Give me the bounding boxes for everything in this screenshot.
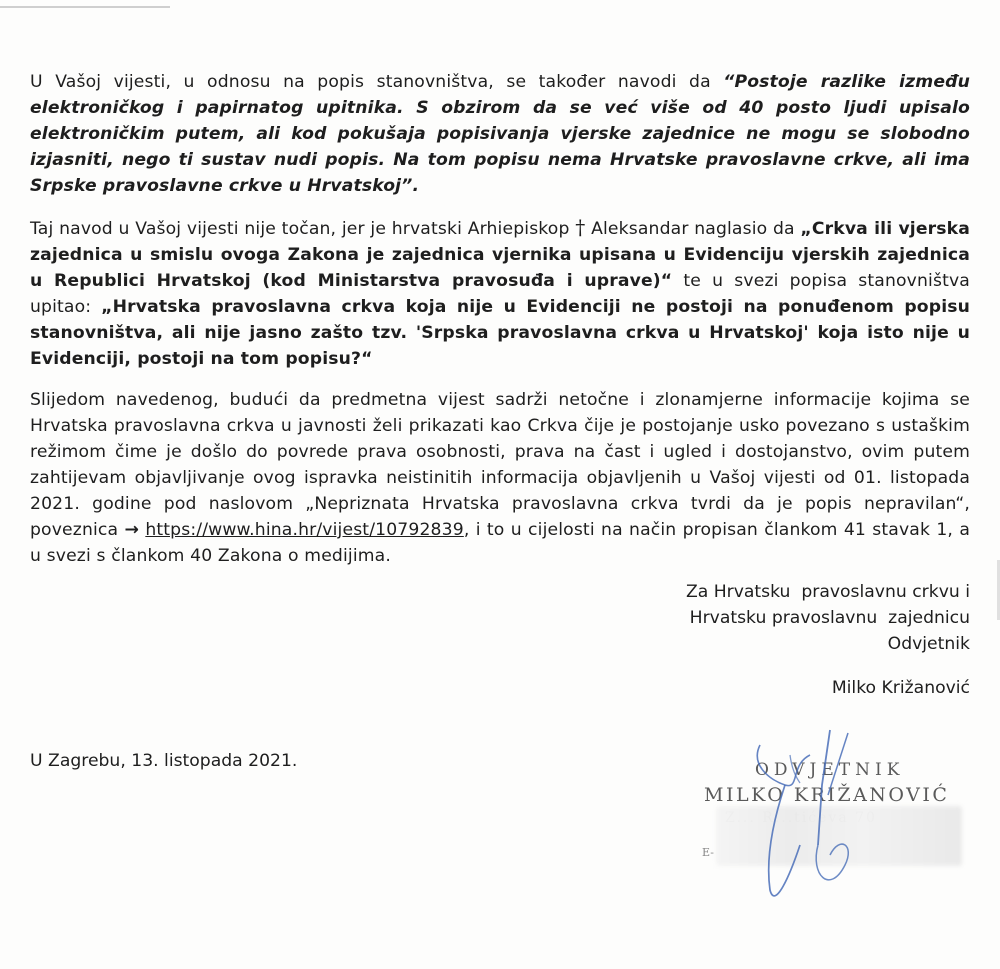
paragraph2-quote-law: „Crkva ili vjerska zajednica u smislu ovoga Zakona je zajednica vjernika upisana u Evidenciju vjerskih zajednica u Republici Hrvatskoj (kod Ministarstva pravosuđa i uprave)“ (30, 219, 970, 291)
signature-block (686, 579, 970, 657)
top-divider (0, 6, 170, 8)
place-and-date: U Zagrebu, 13. listopada 2021. (30, 751, 298, 771)
stamp-title: ODVJETNIK (755, 760, 905, 780)
hina-news-link[interactable]: https://www.hina.hr/vijest/10792839 (145, 520, 464, 540)
paragraph1-intro: U Vašoj vijesti, u odnosu na popis stanovništva, se također navodi da (30, 72, 724, 92)
arrow-right-icon: → (124, 520, 140, 540)
stamp-name: MILKO KRIŽANOVIĆ (704, 784, 950, 806)
paragraph1-quote: “Postoje razlike između elektroničkog i papirnatog upitnika. S obzirom da se već više od 40 posto ljudi upisalo elektroničkim putem, ali kod pokušaja popisivanja vjerske zajednice ne mogu se slobodno izjasniti, nego ti sustav nudi popis. Na tom popisu nema Hrvatske pravoslavne crkve, ali ima Srpske pravoslavne crkve u Hrvatskoj”. (30, 72, 971, 196)
signature-line-2: Hrvatsku pravoslavnu zajednicu (689, 608, 970, 628)
paragraph3-body: Slijedom navedenog, budući da predmetna vijest sadrži netočne i zlonamjerne informacije kojima se Hrvatska pravoslavna crkva u javnosti želi prikazati kao Crkva čije je postojanje usko povezano s ustaškim režimom čime je došlo do povrede prava osobnosti, prava na čast i ugled i dostojanstvo, ovim putem zahtijevam objavljivanje ovog ispravka neistinitih informacija objavljenih u Vašoj vijesti od 01. listopada 2021. godine pod naslovom „Nepriznata Hrvatska pravoslavna crkva tvrdi da je popis nepravilan“, poveznica (30, 390, 970, 540)
paragraph2-intro: Taj navod u Vašoj vijesti nije točan, jer je hrvatski Arhiepiskop (30, 219, 576, 239)
paragraph-census-claim (30, 69, 970, 199)
stamp-email: E- (702, 846, 714, 859)
paragraph3-ending: , i to u cijelosti na način propisan člankom 41 stavak 1, a u svezi s člankom 40 Zakona o medijima. (30, 520, 970, 566)
signature-line-3: Odvjetnik (887, 634, 970, 654)
paragraph-correction-request (30, 387, 970, 569)
handwritten-signature (730, 725, 890, 915)
paragraph-rebuttal (30, 214, 970, 372)
paragraph2-quote-question: „Hrvatska pravoslavna crkva koja nije u Evidenciji ne postoji na ponuđenom popisu stanovništva, ali nije jasno zašto tzv. 'Srpska pravoslavna crkva u Hrvatskoj' koja isto nije u Evidenciji, postoji na tom popisu?“ (30, 297, 970, 369)
signatory-name: Milko Križanović (831, 678, 970, 698)
paragraph2-name-text: Aleksandar naglasio da (585, 219, 801, 239)
cross-icon: † (575, 215, 586, 239)
signature-line-1: Za Hrvatsku pravoslavnu crkvu i (685, 582, 970, 602)
paragraph2-middle: te u svezi popisa stanovništva upitao: (30, 271, 970, 317)
